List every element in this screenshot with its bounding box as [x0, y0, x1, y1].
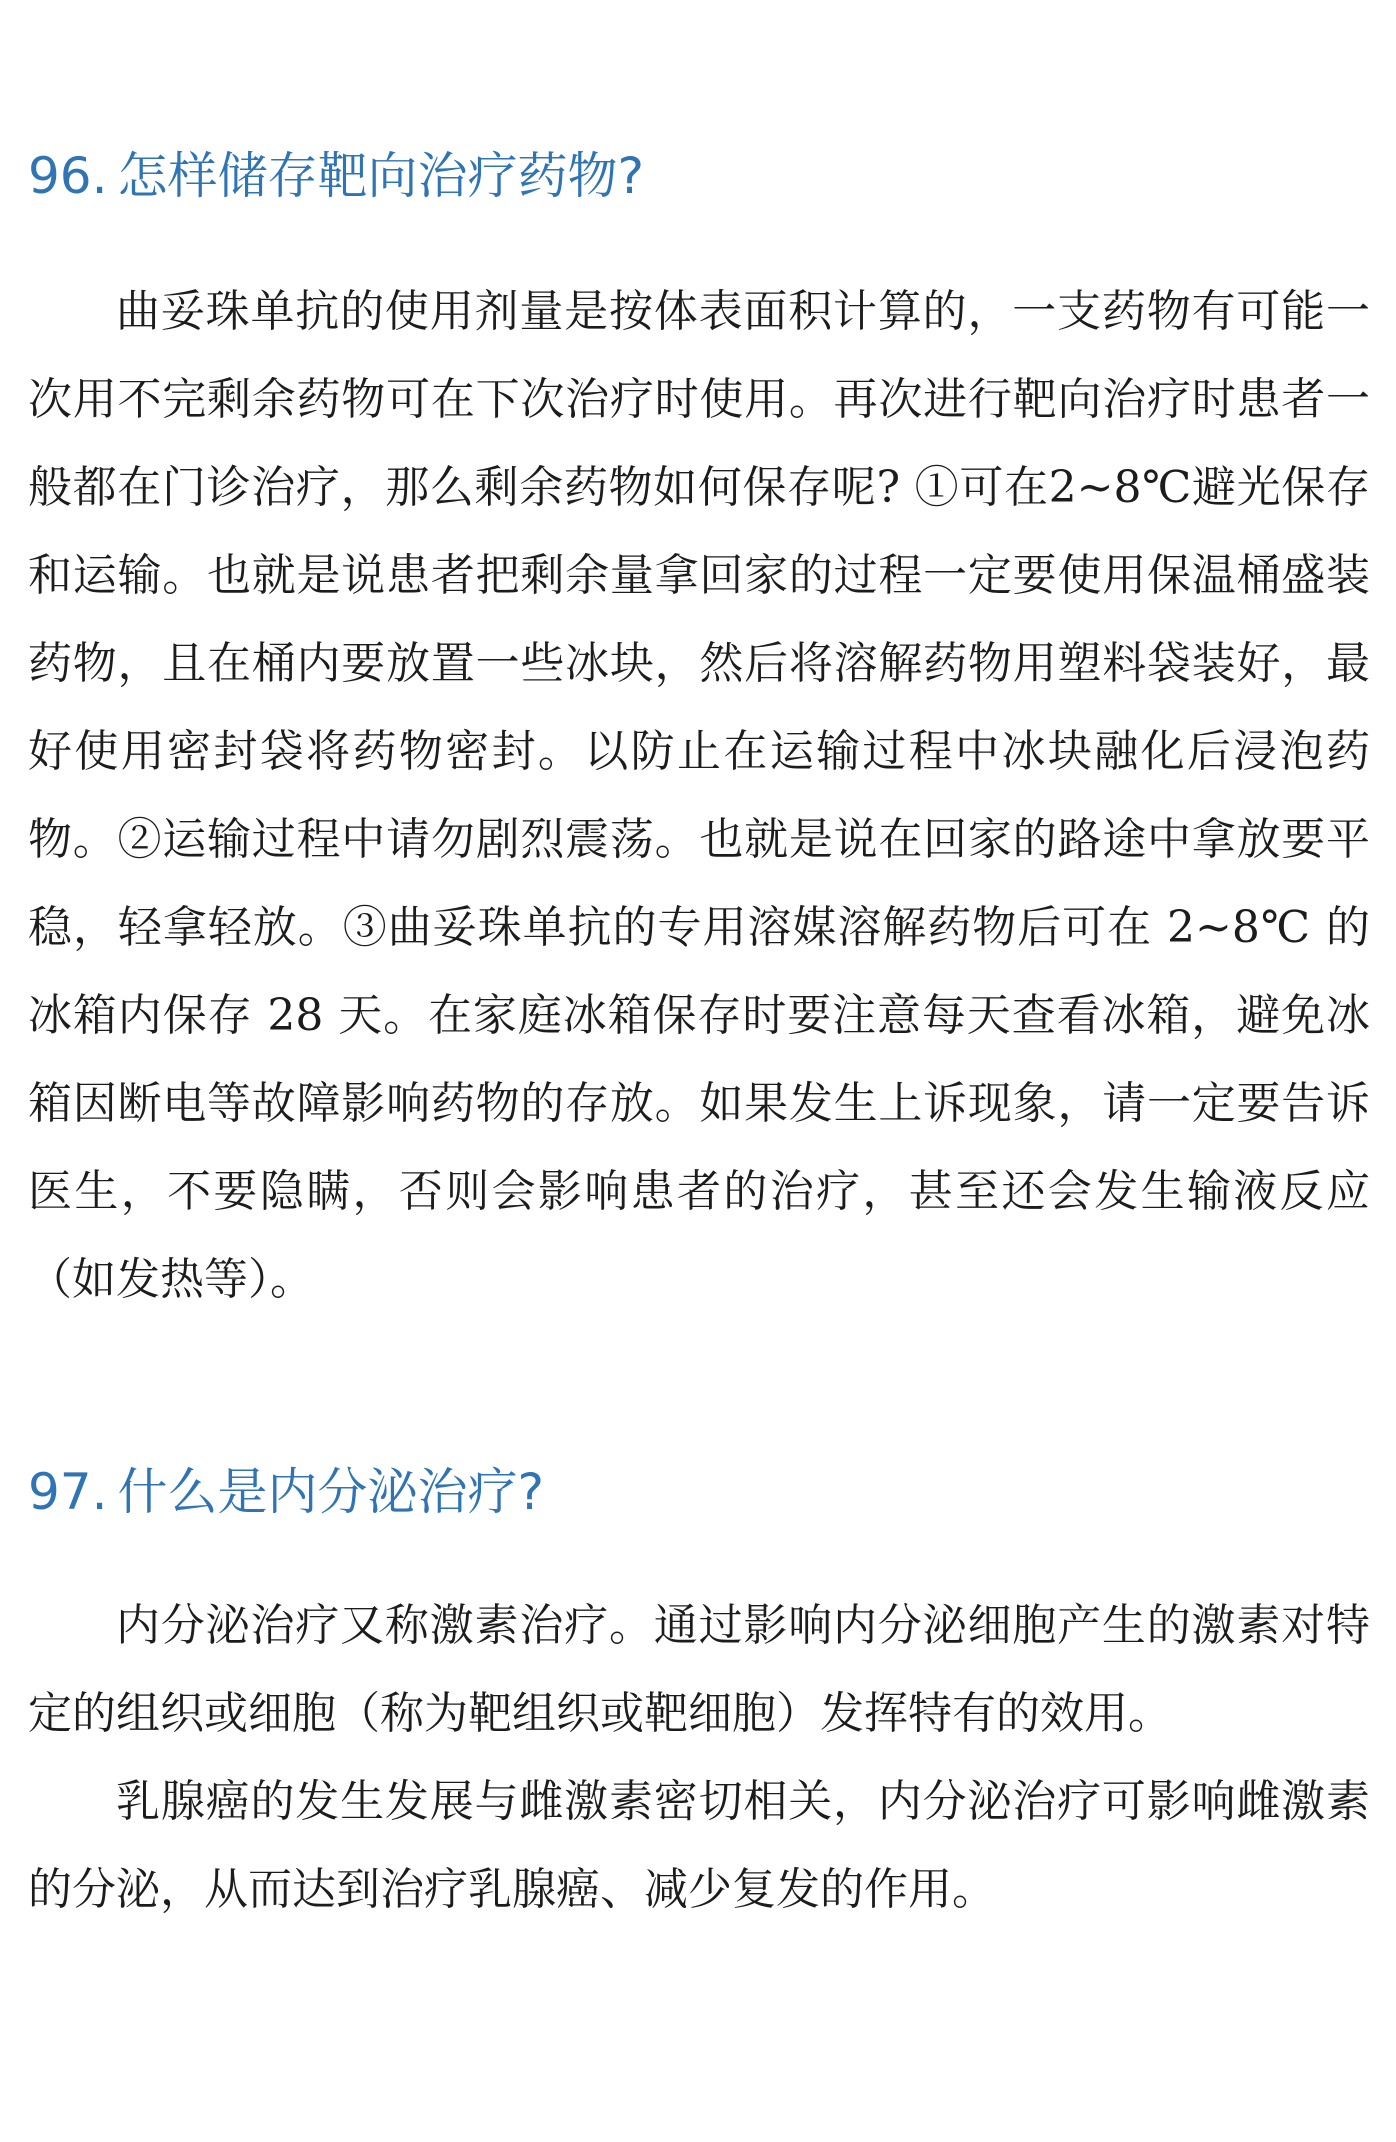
- section-97-title: 什么是内分泌治疗?: [117, 1463, 545, 1521]
- section-96-title: 怎样储存靶向治疗药物?: [117, 147, 645, 205]
- section-97-paragraph-1: 内分泌治疗又称激素治疗。通过影响内分泌细胞产生的激素对特定的组织或细胞（称为靶组织或靶细胞）发挥特有的效用。: [28, 1600, 1370, 1739]
- section-97-body: [28, 1582, 1370, 1934]
- section-96-paragraph: 曲妥珠单抗的使用剂量是按体表面积计算的，一支药物有可能一次用不完剩余药物可在下次治疗时使用。再次进行靶向治疗时患者一般都在门诊治疗，那么剩余药物如何保存呢? ①可在2~8℃避光保存和运输。也就是说患者把剩余量拿回家的过程一定要使用保温桶盛装药物，且在桶内要放置一些冰块，然后将溶解药物用塑料袋装好，最好使用密封袋将药物密封。以防止在运输过程中冰块融化后浸泡药物。②运输过程中请勿剧烈震荡。也就是说在回家的路途中拿放要平稳，轻拿轻放。③曲妥珠单抗的专用溶媒溶解药物后可在 2~8℃ 的冰箱内保存 28 天。在家庭冰箱保存时要注意每天查看冰箱，避免冰箱因断电等故障影响药物的存放。如果发生上诉现象，请一定要告诉医生，不要隐瞒，否则会影响患者的治疗，甚至还会发生输液反应（如发热等）。: [28, 286, 1370, 1305]
- section-97-number: 97.: [28, 1463, 108, 1521]
- section-97-heading: [28, 1462, 544, 1522]
- section-97-paragraph-2: 乳腺癌的发生发展与雌激素密切相关，内分泌治疗可影响雌激素的分泌，从而达到治疗乳腺癌、减少复发的作用。: [28, 1776, 1370, 1915]
- section-96-heading: [28, 146, 644, 206]
- section-96-number: 96.: [28, 147, 108, 205]
- section-96-body: [28, 268, 1370, 1324]
